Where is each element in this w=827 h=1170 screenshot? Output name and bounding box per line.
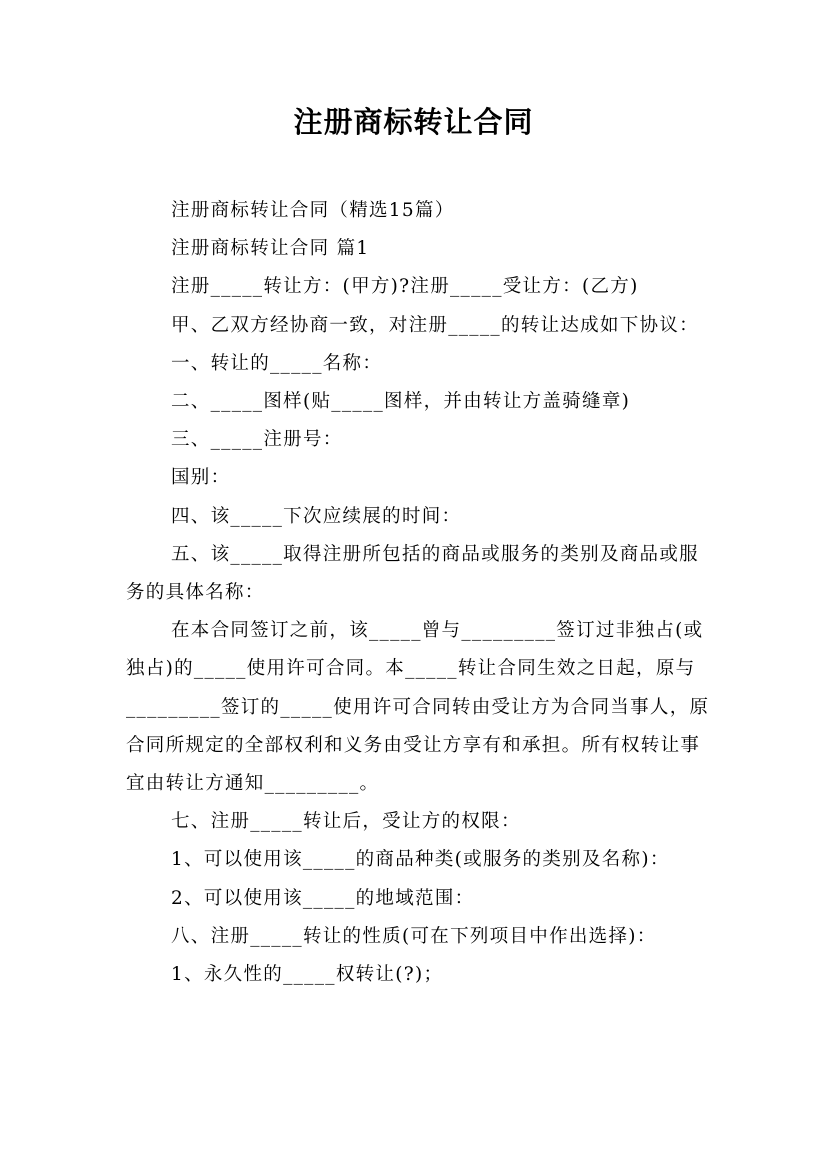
paragraph: 注册商标转让合同 篇1: [171, 238, 370, 260]
paragraph: 注册商标转让合同（精选15篇）: [171, 200, 455, 221]
paragraph: 五、该_____取得注册所包括的商品或服务的类别及商品或服务的具体名称：: [126, 543, 699, 604]
paragraph: 在本合同签订之前，该_____曾与_________签订过非独占(或独占)的_____使用许可合同。本_____转让合同生效之日起，原与_________签订的_____使用许可合同转由受让方为合同当事人，原合同所规定的全部权利和义务由受让方享有和承担。所有权转让事宜由转让方通知_________。: [126, 620, 710, 795]
paragraph: 1、永久性的_____权转让(?)；: [171, 964, 444, 986]
paragraph: 八、注册_____转让的性质(可在下列项目中作出选择)：: [171, 925, 657, 947]
paragraph: 1、可以使用该_____的商品种类(或服务的类别及名称)：: [171, 849, 670, 871]
document-body: [126, 192, 716, 994]
paragraph: 2、可以使用该_____的地域范围：: [171, 887, 475, 909]
paragraph: 注册_____转让方：(甲方)?注册_____受让方：(乙方): [171, 276, 639, 298]
paragraph: 甲、乙双方经协商一致，对注册_____的转让达成如下协议：: [171, 314, 699, 336]
paragraph: 国别：: [171, 467, 231, 489]
paragraph: 三、_____注册号：: [171, 429, 343, 451]
paragraph: 四、该_____下次应续展的时间：: [171, 505, 462, 527]
paragraph: 七、注册_____转让后，受让方的权限：: [171, 811, 521, 833]
document-title: 注册商标转让合同: [293, 105, 534, 139]
paragraph: 二、_____图样(贴_____图样，并由转让方盖骑缝章): [171, 391, 631, 413]
paragraph: 一、转让的_____名称：: [171, 352, 383, 374]
